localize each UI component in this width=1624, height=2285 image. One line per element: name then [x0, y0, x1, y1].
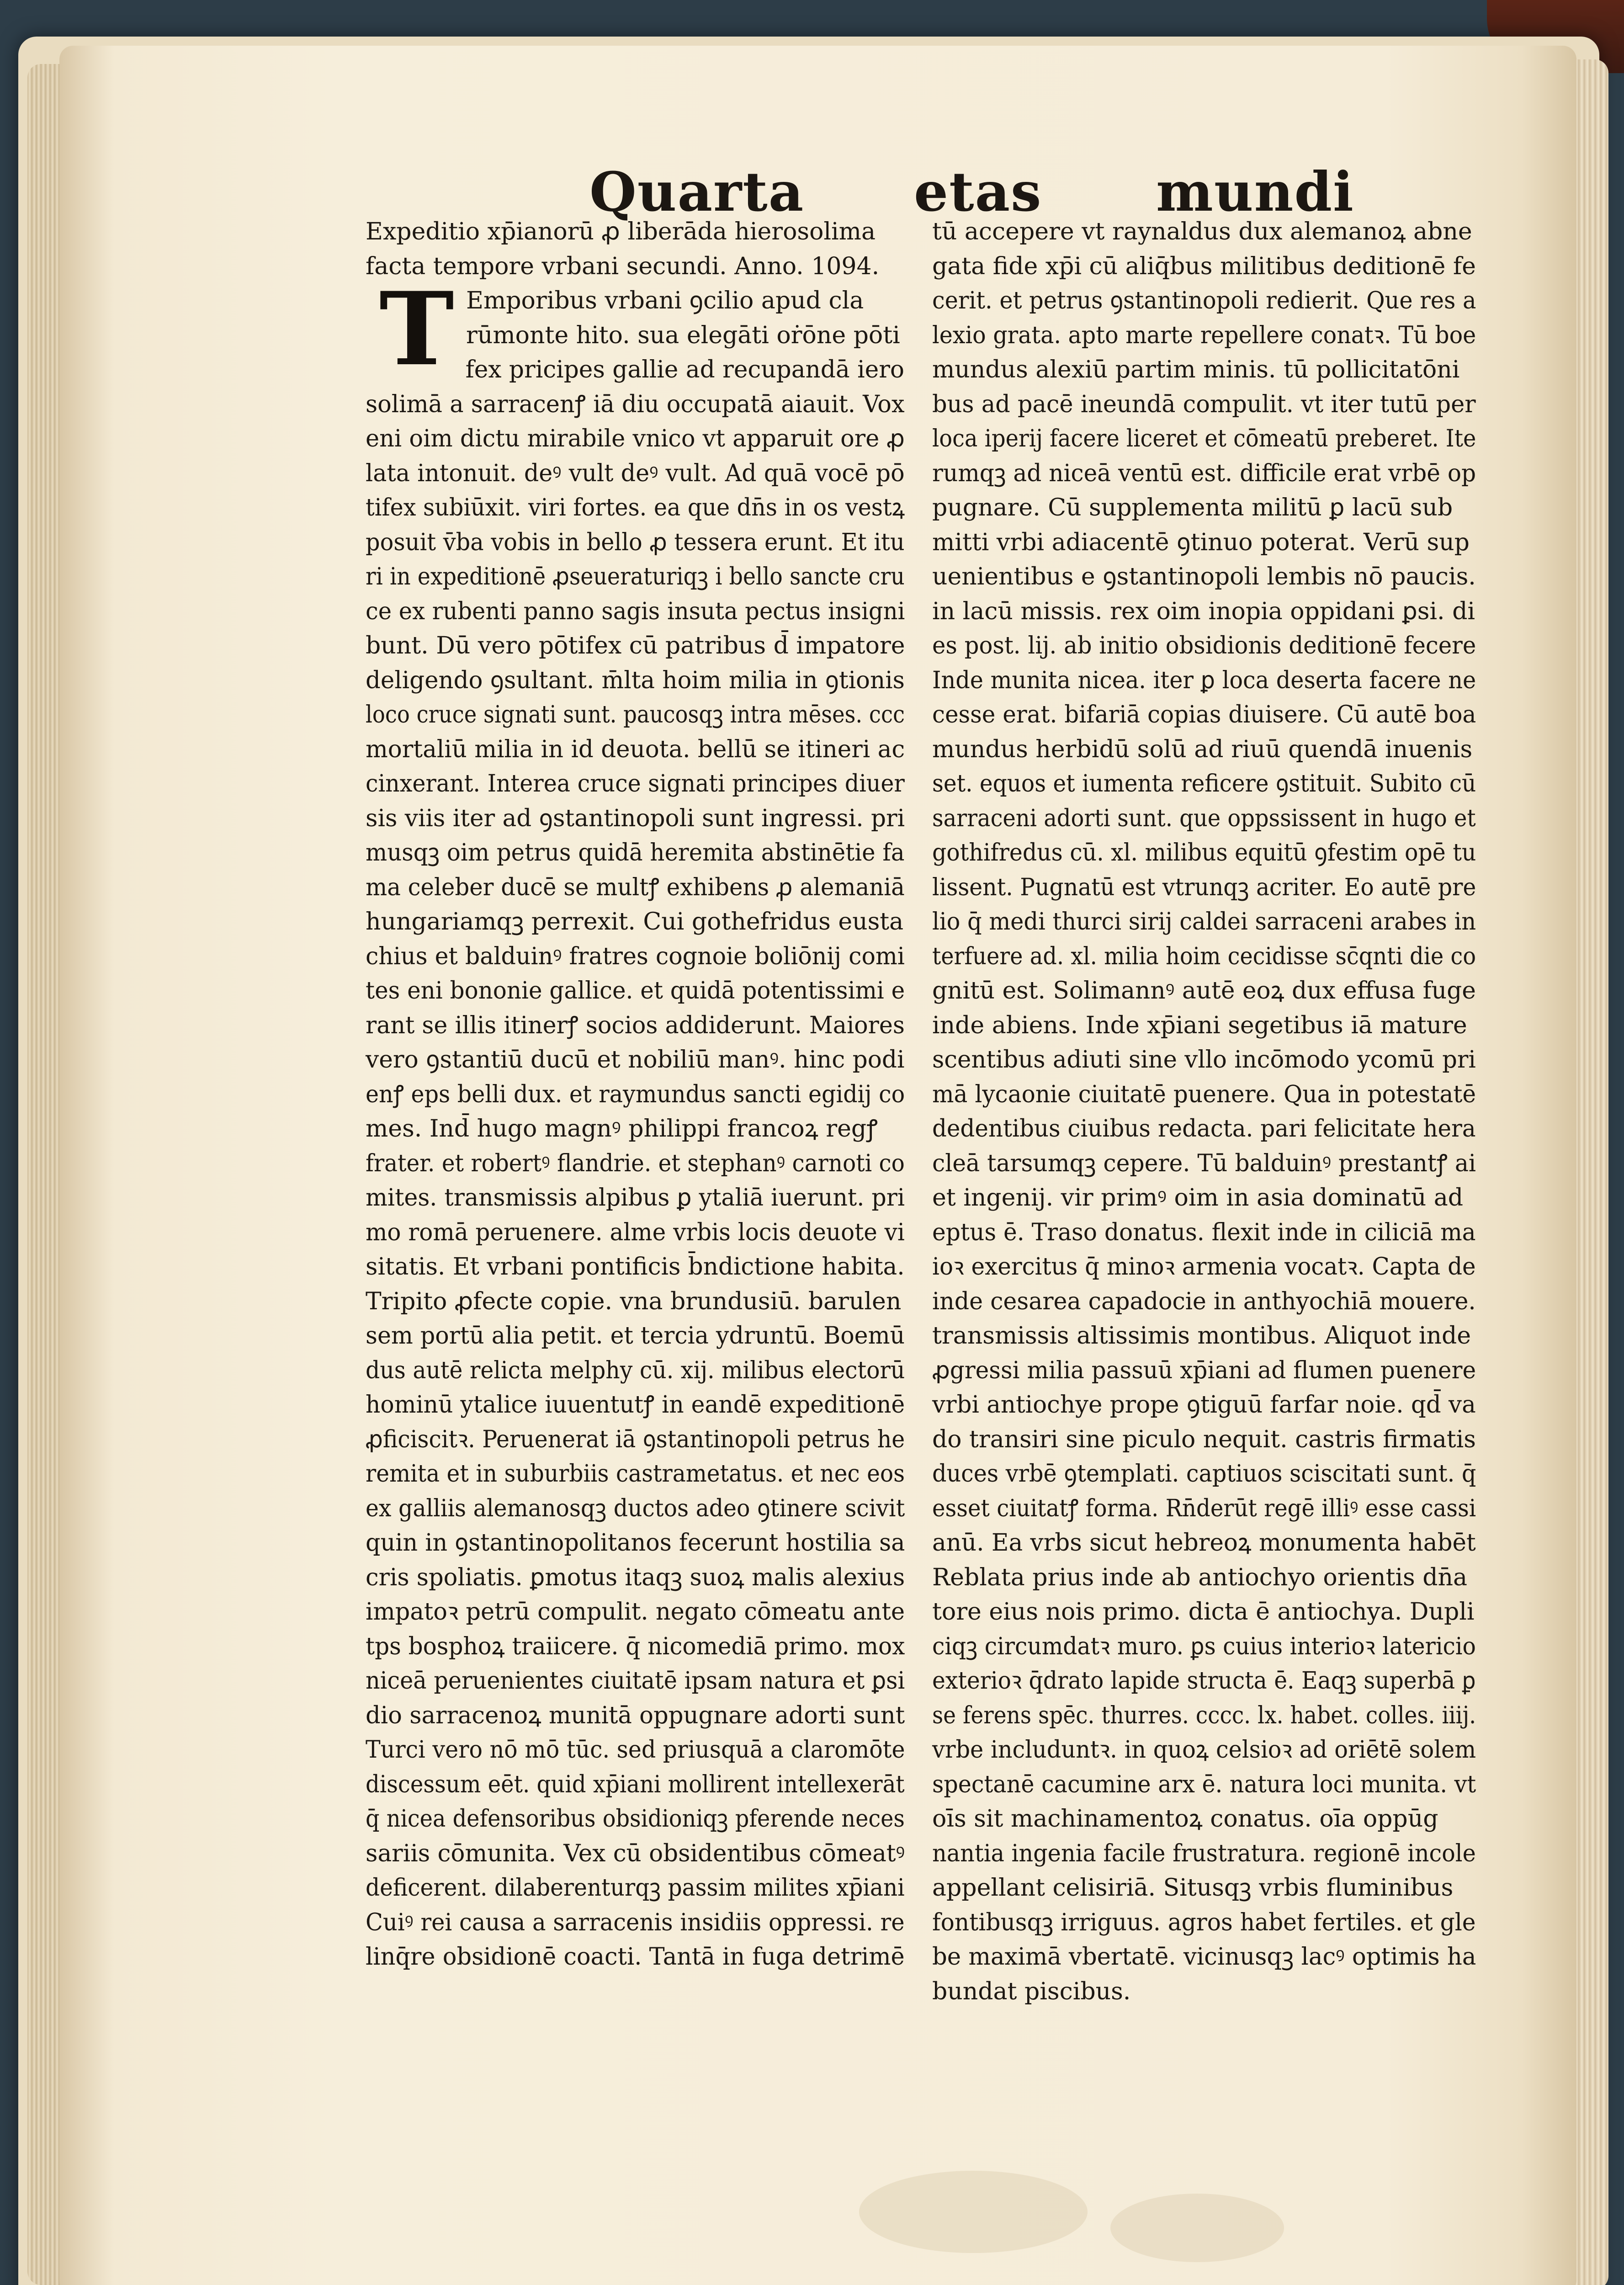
text-line: tore eius nois primo. dicta ē antiochya. Dupli	[932, 1598, 1475, 1626]
text-line: lissent. Pugnatū est vtrunqꝫ acriter. Eo autē pre	[932, 873, 1476, 901]
text-line: do transiri sine piculo nequit. castris firmatis	[932, 1425, 1476, 1453]
text-line: cris spoliatis. ꝑmotus itaqꝫ suoꝝ malis alexius	[366, 1563, 905, 1591]
water-stain	[1110, 2194, 1284, 2262]
decorated-initial: T	[379, 270, 454, 388]
text-line: linq̄re obsidionē coacti. Tantā in fuga detrimē	[366, 1943, 905, 1971]
text-line: chius et balduinꝰ fratres cognoie boliōnij comi	[366, 942, 905, 970]
text-line: remita et in suburbiis castrametatus. et nec eos	[366, 1460, 905, 1488]
text-line: deficerent. dilaberenturqꝫ passim milites xp̄iani	[366, 1874, 905, 1902]
text-line: Inde munita nicea. iter ꝑ loca deserta facere ne	[932, 666, 1476, 694]
text-line: se ferens spēc. thurres. cccc. lx. habet. colles. iiij.	[932, 1701, 1476, 1729]
text-line: scentibus adiuti sine vllo incōmodo ycomū pri	[932, 1046, 1476, 1073]
text-line: posuit v̄ba vobis in bello ꝓ tessera erunt. Et itu	[366, 528, 905, 556]
text-line: gnitū est. Solimannꝰ autē eoꝝ dux effusa fuge	[932, 977, 1476, 1004]
header-word-etas: etas	[914, 160, 1042, 223]
text-line: bunt. Dū vero pōtifex cū patribus d̄ impatore	[366, 632, 905, 659]
text-line: mes. Ind̄ hugo magnꝰ philippi francoꝝ regꝭ	[366, 1115, 878, 1142]
text-line: uenientibus e ꝯstantinopoli lembis nō paucis.	[932, 563, 1476, 590]
text-line: ma celeber ducē se multꝭ exhibens ꝓ alemaniā	[366, 873, 905, 901]
text-line: lata intonuit. deꝰ vult deꝰ vult. Ad quā vocē pō	[366, 459, 905, 487]
text-line: lio q̄ medi thurci sirij caldei sarraceni arabes in	[932, 908, 1476, 935]
text-line: vrbe includuntꝛ. in quoꝝ celsioꝛ ad oriētē solem	[932, 1736, 1476, 1764]
text-line: cesse erat. bifariā copias diuisere. Cū autē boa	[932, 701, 1476, 728]
text-line: ꝓficiscitꝛ. Peruenerat iā ꝯstantinopoli petrus he	[366, 1425, 905, 1453]
header-word-mundi: mundi	[1156, 160, 1354, 223]
text-line: vero ꝯstantiū ducū et nobiliū manꝰ. hinc podi	[366, 1046, 905, 1073]
text-line: set. equos et iumenta reficere ꝯstituit. Subito cū	[932, 770, 1476, 797]
text-line: ex galliis alemanosqꝫ ductos adeo ꝯtinere scivit	[366, 1494, 905, 1522]
text-line: nantia ingenia facile frustratura. regionē incole	[932, 1839, 1476, 1867]
text-line: Expeditio xp̄ianorū ꝓ liberāda hierosolima	[366, 218, 876, 245]
text-column-left	[366, 215, 905, 1975]
text-line: quin in ꝯstantinopolitanos fecerunt hostilia sa	[366, 1529, 905, 1557]
text-line: sitatis. Et vrbani pontificis b̄ndictione habita.	[366, 1253, 905, 1281]
text-line: es post. lij. ab initio obsidionis deditionē fecere	[932, 632, 1476, 659]
text-line: bus ad pacē ineundā compulit. vt iter tutū per	[932, 390, 1476, 418]
text-line: pugnare. Cū supplementa militū ꝑ lacū sub	[932, 494, 1453, 521]
text-line: solimā a sarracenꝭ iā diu occupatā aiauit. Vox	[366, 390, 905, 418]
text-line: mā lycaonie ciuitatē puenere. Qua in potestatē	[932, 1080, 1476, 1108]
text-line: eptus ē. Traso donatus. flexit inde in ciliciā ma	[932, 1218, 1476, 1246]
text-line: tes eni bononie gallice. et quidā potentissimi e	[366, 977, 905, 1004]
text-line: et ingenij. vir primꝰ oim in asia dominatū ad	[932, 1184, 1464, 1212]
text-line: vrbi antiochye prope ꝯtiguū farfar noie. qd̄ va	[932, 1391, 1476, 1419]
text-line: cinxerant. Interea cruce signati principes diuer	[366, 770, 905, 797]
text-line: cerit. et petrus ꝯstantinopoli redierit. Que res a	[932, 287, 1476, 314]
text-line: niceā peruenientes ciuitatē ipsam natura et ꝑsi	[366, 1667, 905, 1695]
text-line: gothifredus cū. xl. milibus equitū ꝯfestim opē tu	[932, 839, 1476, 866]
text-line: frater. et robertꝰ flandrie. et stephanꝰ carnoti co	[366, 1149, 905, 1177]
text-line: anū. Ea vrbs sicut hebreoꝝ monumenta habēt	[932, 1529, 1476, 1557]
text-line: Emporibus vrbani ꝯcilio apud cla	[466, 287, 864, 314]
text-column-right	[932, 215, 1476, 2009]
text-line: inde cesarea capadocie in anthyochiā mouere.	[932, 1287, 1476, 1315]
text-line: mundus herbidū solū ad riuū quendā inuenis	[932, 735, 1473, 763]
text-line: dio sarracenoꝝ munitā oppugnare adorti sunt	[366, 1701, 905, 1729]
text-line: spectanē cacumine arx ē. natura loci munita. vt	[932, 1770, 1476, 1798]
text-line: rumqꝫ ad niceā ventū est. difficile erat vrbē op	[932, 459, 1476, 487]
text-line: sis viis iter ad ꝯstantinopoli sunt ingressi. pri	[366, 804, 905, 832]
text-line: in lacū missis. rex oim inopia oppidani ꝑsi. di	[932, 597, 1475, 625]
text-line: ꝓgressi milia passuū xp̄iani ad flumen puenere	[932, 1356, 1476, 1384]
text-line: fex pricipes gallie ad recupandā iero	[465, 356, 905, 383]
text-line: mitti vrbi adiacentē ꝯtinuo poterat. Verū sup	[932, 528, 1470, 556]
text-line: cleā tarsumqꝫ cepere. Tū balduinꝰ prestantꝭ ai	[932, 1149, 1476, 1177]
text-line: eni oim dictu mirabile vnico vt apparuit ore ꝓ	[366, 425, 905, 452]
text-line: mundus alexiū partim minis. tū pollicitatōni	[932, 356, 1460, 383]
text-line: inde abiens. Inde xp̄iani segetibus iā mature	[932, 1011, 1467, 1039]
text-line: Reblata prius inde ab antiochyo orientis dn̄a	[932, 1563, 1468, 1591]
text-line: dedentibus ciuibus redacta. pari felicitate hera	[932, 1115, 1476, 1142]
water-stain	[859, 2171, 1088, 2253]
text-line: gata fide xp̄i cū aliq̄bus militibus deditionē fe	[932, 252, 1476, 280]
text-line: mo romā peruenere. alme vrbis locis deuote vi	[366, 1218, 905, 1246]
text-line: mites. transmissis alpibus ꝑ ytaliā iuerunt. pri	[366, 1184, 905, 1212]
text-line: sem portū alia petit. et tercia ydruntū. Boemū	[366, 1322, 905, 1350]
text-line: loca iperij facere liceret et cōmeatū preberet. Ite	[932, 425, 1476, 452]
text-line: ce ex rubenti panno sagis insuta pectus insigni	[366, 597, 905, 625]
text-line: bundat piscibus.	[932, 1977, 1131, 2005]
text-line: Turci vero nō mō tūc. sed priusquā a claromōte	[366, 1736, 905, 1764]
text-line: lexio grata. apto marte repellere conatꝛ. Tū boe	[932, 321, 1476, 349]
text-line: hungariamqꝫ perrexit. Cui gothefridus eusta	[366, 908, 904, 935]
text-line: esset ciuitatꝭ forma. Rn̄derūt regē illiꝰ esse cassi	[932, 1494, 1476, 1522]
text-line: appellant celisiriā. Situsqꝫ vrbis fluminibus	[932, 1874, 1454, 1902]
text-line: mortaliū milia in id deuota. bellū se itineri ac	[366, 735, 905, 763]
text-line: sarraceni adorti sunt. que oppssissent in hugo et	[932, 804, 1476, 832]
text-line: Cuiꝰ rei causa a sarracenis insidiis oppressi. re	[366, 1908, 905, 1936]
text-line: sariis cōmunita. Vex cū obsidentibus cōmeatꝰ	[366, 1839, 905, 1867]
text-line: rant se illis itinerꝭ socios addiderunt. Maiores	[366, 1011, 905, 1039]
text-line: oīs sit machinamentoꝝ conatus. oīa oppūg	[932, 1805, 1438, 1833]
text-line: Tripito ꝓfecte copie. vna brundusiū. barulen	[366, 1287, 902, 1315]
text-line: deligendo ꝯsultant. m̄lta hoim milia in ꝯtionis	[366, 666, 905, 694]
text-line: q̄ nicea defensoribus obsidioniqꝫ pferende neces	[366, 1805, 905, 1833]
text-line: fontibusqꝫ irriguus. agros habet fertiles. et gle	[932, 1908, 1476, 1936]
text-line: duces vrbē ꝯtemplati. captiuos sciscitati sunt. q̄	[932, 1460, 1476, 1488]
text-line: exterioꝛ q̄drato lapide structa ē. Eaqꝫ superbā ꝑ	[932, 1667, 1476, 1695]
running-header	[589, 160, 1354, 224]
text-line: transmissis altissimis montibus. Aliquot inde	[932, 1322, 1471, 1350]
text-line: musqꝫ oim petrus quidā heremita abstinētie fa	[366, 839, 905, 866]
text-line: enꝭ eps belli dux. et raymundus sancti egidij co	[366, 1080, 905, 1108]
text-line: impatoꝛ petrū compulit. negato cōmeatu ante	[366, 1598, 905, 1626]
text-line: rūmonte hito. sua elegāti oṙōne pōti	[466, 321, 900, 349]
text-line: ri in expeditionē ꝓseueraturiqꝫ i bello sancte cru	[366, 563, 905, 590]
header-word-quarta: Quarta	[589, 160, 805, 223]
text-line: hominū ytalice iuuentutꝭ in eandē expeditionē	[366, 1391, 905, 1419]
text-line: terfuere ad. xl. milia hoim cecidisse sc̄qnti die co	[932, 942, 1476, 970]
text-line: tps bosphoꝝ traiicere. q̄ nicomediā primo. mox	[366, 1632, 905, 1660]
text-line: discessum eēt. quid xp̄iani mollirent intellexerāt	[366, 1770, 905, 1798]
text-line: loco cruce signati sunt. paucosqꝫ intra mēses. ccc	[366, 701, 905, 728]
text-line: be maximā vbertatē. vicinusqꝫ lacꝰ optimis ha	[932, 1943, 1476, 1971]
text-line: facta tempore vrbani secundi. Anno. 1094.	[366, 252, 880, 280]
text-line: tū accepere vt raynaldus dux alemanoꝝ abne	[932, 218, 1472, 245]
text-line: ioꝛ exercitus q̄ minoꝛ armenia vocatꝛ. Capta de	[932, 1253, 1476, 1281]
text-line: dus autē relicta melphy cū. xij. milibus electorū	[366, 1356, 905, 1384]
text-line: tifex subiūxit. viri fortes. ea que dn̄s in os vestꝝ	[366, 494, 905, 521]
text-line: ciqꝫ circumdatꝛ muro. ꝑs cuius interioꝛ latericio	[932, 1632, 1476, 1660]
